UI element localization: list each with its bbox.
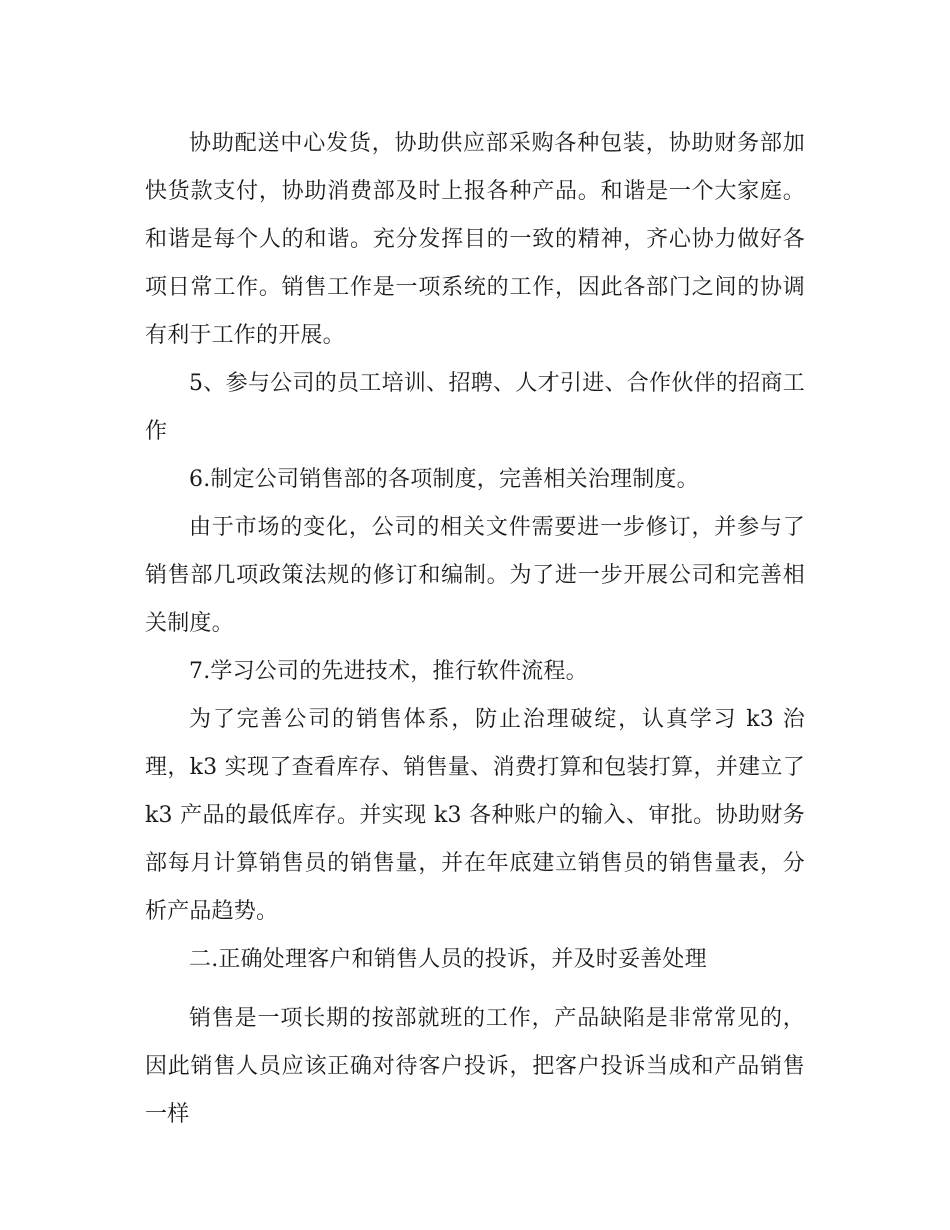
paragraph-complaints: 销售是一项长期的按部就班的工作，产品缺陷是非常常见的，因此销售人员应该正确对待客户投诉，把客户投诉当成和产品销售一样 [145, 1006, 805, 1127]
paragraph-coordination: 协助配送中心发货，协助供应部采购各种包装，协助财务部加快货款支付，协助消费部及时上报各种产品。和谐是一个大家庭。和谐是每个人的和谐。充分发挥目的一致的精神，齐心协力做好各项日常工作。销售工作是一项系统的工作，因此各部门之间的协调有利于工作的开展。 [145, 131, 805, 348]
section-heading-complaints: 二.正确处理客户和销售人员的投诉，并及时妥善处理 [189, 947, 707, 972]
paragraph-item-5: 5、参与公司的员工培训、招聘、人才引进、合作伙伴的招商工作 [145, 371, 805, 444]
paragraph-item-6: 6.制定公司销售部的各项制度，完善相关治理制度。 [189, 467, 699, 492]
paragraph-k3-system: 为了完善公司的销售体系，防止治理破绽，认真学习 k3 治理，k3 实现了查看库存、销售量、消费打算和包装打算，并建立了 k3 产品的最低库存。并实现 k3 各种账户的输入、审批。协助财务部每月计算销售员的销售量，并在年底建立销售员的销售量表，分析产品趋势。 [145, 707, 805, 924]
text-block-upper [145, 120, 805, 984]
paragraph-policy-revision: 由于市场的变化，公司的相关文件需要进一步修订，并参与了销售部几项政策法规的修订和编制。为了进一步开展公司和完善相关制度。 [145, 515, 805, 636]
text-block-lower [145, 995, 805, 1139]
paragraph-item-7: 7.学习公司的先进技术，推行软件流程。 [189, 659, 588, 684]
